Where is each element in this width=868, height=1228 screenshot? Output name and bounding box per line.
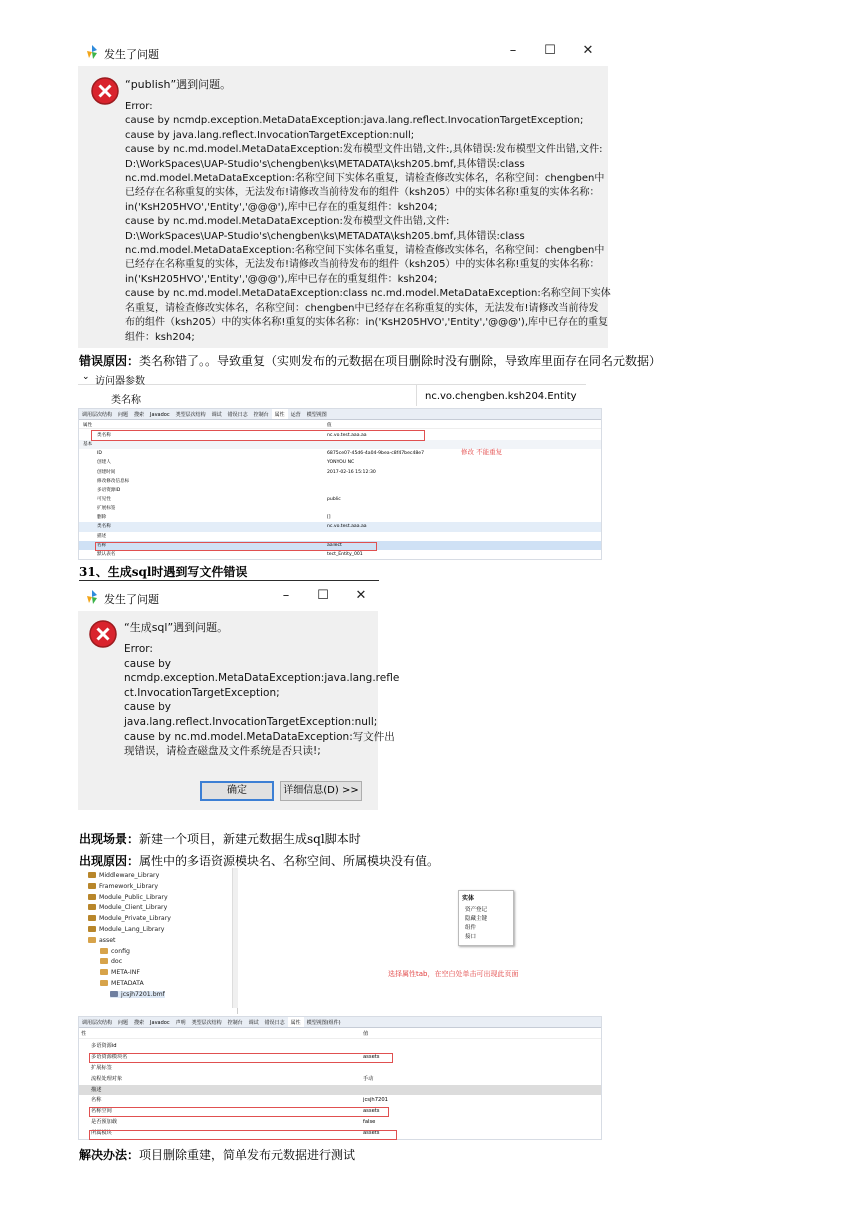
view-tab-bar: [79, 409, 601, 420]
close-button[interactable]: ✕: [582, 43, 594, 58]
error-line: 已经存在名称重复的实体，无法发布!请修改当前待发布的组件（ksh205）中的实体名称!重复的实体名称：: [125, 259, 600, 271]
property-key: 多语资源id: [91, 1043, 117, 1049]
tree-item[interactable]: [88, 894, 168, 901]
property-value: assets: [363, 1130, 380, 1137]
error-line: 布的组件（ksh205）中的实体名称!重复的实体名称：in('KsH205HVO','Entity','@@@'),库中已存在的重复: [125, 317, 609, 329]
property-value: aaTect: [327, 542, 342, 548]
error-line: ncmdp.exception.MetaDataException:java.lang.refle: [124, 672, 400, 685]
view-tab[interactable]: Javadoc: [150, 412, 170, 418]
error-line: cause by nc.md.model.MetaDataException:发布模型文件出错,文件:,具体错误:发布模型文件出错,文件:: [125, 144, 603, 156]
view-tab[interactable]: Javadoc: [150, 1020, 170, 1026]
error-dialog-generate-sql: [78, 583, 400, 810]
property-key: 是否预加载: [91, 1119, 117, 1126]
annotation-text: 修改 不能重复: [461, 448, 503, 456]
view-tab-bar: [79, 1017, 601, 1028]
dialog-header: “生成sql”遇到问题。: [124, 621, 229, 634]
folder-icon: [100, 948, 108, 954]
tree-item-label: Middleware_Library: [99, 872, 160, 879]
project-explorer-screenshot: [78, 868, 602, 1014]
cause-label: 错误原因：: [79, 354, 140, 368]
property-row[interactable]: [79, 1085, 601, 1096]
highlight-box: [95, 542, 377, 551]
dialog-header: “publish”遇到问题。: [125, 78, 232, 91]
property-value: 手动: [363, 1075, 374, 1082]
annotation-text: 选择属性tab，在空白处单击可出现此页面: [388, 970, 519, 978]
property-key: 可见性: [97, 497, 111, 502]
error-line: java.lang.reflect.InvocationTargetException:null;: [124, 715, 378, 728]
project-tree: [78, 868, 238, 1014]
properties-panel-2: [78, 1016, 602, 1140]
property-key: 所属模块: [91, 1130, 112, 1137]
library-icon: [88, 872, 96, 878]
view-tab[interactable]: 问题: [118, 1020, 129, 1026]
property-key: 删除: [97, 515, 107, 521]
heading-underline: [79, 580, 379, 581]
property-value: []: [327, 515, 331, 521]
solution-line: 解决办法：项目删除重建，简单发布元数据进行测试: [79, 1148, 356, 1162]
view-tab[interactable]: 模型视图: [306, 412, 327, 418]
highlight-box: [89, 1107, 389, 1117]
property-key: 基本: [83, 442, 93, 448]
property-row[interactable]: [79, 468, 601, 477]
property-column-header: 属性 值: [79, 421, 601, 429]
accessor-params-panel: [78, 371, 586, 406]
folder-icon: [100, 958, 108, 964]
error-line: in('KsH205HVO','Entity','@@@'),库中已存在的重复组件：ksh204;: [125, 273, 438, 285]
property-key: 扩展标签: [97, 506, 116, 512]
tree-item[interactable]: [88, 937, 115, 944]
error-line: cause by: [124, 657, 172, 670]
error-line: 现错误，请检查磁盘及文件系统是否只读!;: [124, 745, 321, 758]
app-logo-icon: [86, 590, 98, 604]
tree-item[interactable]: [88, 904, 167, 911]
property-row[interactable]: [79, 458, 601, 467]
highlight-box: [89, 1053, 393, 1063]
error-line: nc.md.model.MetaDataException:名称空间下实体名重复，请检查修改实体名，名称空间：chengben中: [125, 173, 605, 185]
property-row[interactable]: [79, 1041, 601, 1052]
error-line: D:\WorkSpaces\UAP-Studio's\chengben\ks\METADATA\ksh205.bmf,具体错误:class: [125, 158, 525, 170]
property-key: 多语资源ID: [97, 487, 121, 493]
minimize-button[interactable]: –: [509, 43, 517, 58]
error-line: 组件：ksh204;: [125, 331, 195, 343]
view-tab[interactable]: 错误日志: [227, 412, 248, 418]
error-line: cause by: [124, 701, 172, 714]
view-tab[interactable]: 属性: [272, 409, 288, 420]
tree-item[interactable]: [88, 883, 158, 890]
view-tab[interactable]: 搜索: [134, 412, 145, 418]
accessor-header[interactable]: ⌄ 访问器参数: [78, 371, 586, 385]
property-value: tect_Entity_001: [327, 551, 363, 557]
property-value: assets: [363, 1053, 380, 1060]
view-tab[interactable]: 错误日志: [264, 1020, 285, 1026]
property-key: 名称空间: [91, 1108, 112, 1115]
error-icon: [90, 76, 120, 106]
property-key: 描述: [91, 1086, 102, 1093]
property-value: public: [327, 497, 341, 502]
tree-item[interactable]: [100, 980, 144, 987]
tree-item-label: Module_Lang_Library: [99, 926, 165, 933]
property-key: ID: [97, 451, 102, 457]
property-row[interactable]: [79, 550, 601, 559]
property-value: 2017-02-16 15:12:30: [327, 469, 376, 475]
tree-item[interactable]: [110, 991, 165, 998]
tree-item-label: Module_Client_Library: [99, 904, 168, 912]
property-key: 多语资源模块名: [91, 1053, 128, 1060]
folder-icon: [88, 937, 96, 943]
view-tab[interactable]: 调试: [211, 412, 222, 418]
properties-panel-1: [78, 408, 602, 560]
property-row[interactable]: [79, 449, 601, 458]
cause-line-1: [79, 352, 661, 369]
error-line: cause by nc.md.model.MetaDataException:发布模型文件出错,文件:: [125, 216, 450, 228]
error-dialog-publish: [78, 38, 611, 348]
view-tab[interactable]: 类型层次结构: [175, 412, 206, 418]
error-line: in('KsH205HVO','Entity','@@@'),库中已存在的重复组件：ksh204;: [125, 201, 438, 213]
dialog-titlebar: [78, 38, 608, 66]
view-tab[interactable]: 属性: [288, 1017, 304, 1028]
property-key: 流程处理对象: [91, 1075, 123, 1082]
property-value: 6875ce07-45d6-4a04-9bea-c8f47bec48e7: [327, 451, 425, 457]
view-tab[interactable]: 控制台: [227, 1020, 243, 1026]
property-row[interactable]: [79, 1074, 601, 1085]
folder-icon: [100, 980, 108, 986]
property-row[interactable]: [79, 495, 601, 504]
error-line: Error:: [124, 643, 153, 655]
tree-item[interactable]: [100, 958, 122, 965]
property-value: false: [363, 1119, 376, 1126]
cause-text: 类名称错了。。导致重复（实则发布的元数据在项目删除时没有删除，导致库里面存在同名元数据）: [139, 354, 662, 368]
accessor-divider: [416, 385, 417, 406]
tree-item-label: Module_Public_Library: [99, 893, 168, 901]
property-key: 类名称: [97, 433, 111, 438]
tree-item-label: config: [111, 947, 130, 955]
property-row[interactable]: [79, 477, 601, 486]
property-key: 扩展标签: [91, 1064, 112, 1071]
tree-item-label: Framework_Library: [99, 882, 158, 890]
view-tab[interactable]: 调用层次结构: [82, 1020, 113, 1026]
accessor-key: 类名称: [111, 395, 141, 406]
property-value: jcsjh7201: [363, 1097, 388, 1104]
tree-item[interactable]: [100, 969, 140, 976]
error-details: [125, 100, 611, 345]
tree-item-label: jcsjh7201.bmf: [121, 990, 165, 998]
view-tab[interactable]: 运营: [290, 412, 301, 418]
maximize-button[interactable]: ☐: [544, 43, 556, 58]
property-row[interactable]: [79, 504, 601, 513]
view-tab[interactable]: 模型视图(组件): [306, 1020, 341, 1026]
details-button[interactable]: 详细信息(D) >>: [280, 781, 362, 801]
error-details: [124, 642, 400, 759]
file-icon: [110, 991, 118, 997]
property-key: 类名称: [97, 524, 111, 530]
library-icon: [88, 915, 96, 921]
palette-item[interactable]: 资产登记: [465, 907, 488, 913]
library-icon: [88, 883, 96, 889]
palette-item[interactable]: 接口: [465, 934, 477, 940]
view-tab[interactable]: 控制台: [253, 412, 269, 418]
property-key: 名称: [91, 1097, 102, 1104]
tree-item-label: Module_Private_Library: [99, 915, 171, 923]
property-row[interactable]: [79, 1063, 601, 1074]
property-key: 描述: [97, 533, 107, 539]
view-tab[interactable]: 问题: [118, 412, 129, 418]
palette-item[interactable]: 组件: [465, 925, 477, 931]
section-heading-31: 31、生成sql时遇到写文件错误: [79, 565, 248, 579]
close-button[interactable]: ✕: [355, 588, 367, 603]
tree-item[interactable]: [88, 915, 171, 922]
property-row[interactable]: [79, 513, 601, 522]
folder-icon: [100, 969, 108, 975]
library-icon: [88, 926, 96, 932]
view-tab[interactable]: 调用层次结构: [82, 412, 113, 418]
property-value: nc.vo.test.aaa.aa: [327, 433, 367, 438]
property-key: 修改修改信息标: [97, 478, 130, 484]
property-key: 默认表名: [97, 551, 116, 557]
property-row[interactable]: [79, 1095, 601, 1106]
property-key: 名称: [97, 542, 107, 548]
property-key: 创建人: [97, 460, 111, 466]
scene-line: 出现场景：新建一个项目，新建元数据生成sql脚本时: [79, 832, 361, 846]
property-row[interactable]: [79, 532, 601, 541]
property-key: 创建时间: [97, 469, 116, 475]
ok-button[interactable]: 确定: [200, 781, 274, 801]
library-icon: [88, 894, 96, 900]
accessor-value: nc.vo.chengben.ksh204.Entity: [425, 391, 577, 402]
dialog-title: 发生了问题: [104, 48, 159, 61]
error-line: nc.md.model.MetaDataException:名称空间下实体名重复，请检查修改实体名，名称空间：chengben中: [125, 245, 605, 257]
property-value: YONYOU NC: [327, 460, 355, 466]
error-icon: [88, 619, 118, 649]
maximize-button[interactable]: ☐: [317, 588, 329, 603]
tree-item[interactable]: [100, 948, 130, 955]
tree-item-label: doc: [111, 958, 123, 966]
chevron-down-icon: ⌄: [82, 372, 90, 382]
property-rows: [79, 431, 601, 559]
tree-scrollbar[interactable]: [232, 868, 238, 1008]
palette-item[interactable]: 隐藏主键: [465, 916, 488, 922]
tree-item-label: asset: [99, 936, 116, 944]
view-tab[interactable]: 搜索: [134, 1020, 145, 1026]
error-line: cause by nc.md.model.MetaDataException:写文件出: [124, 730, 395, 743]
error-line: cause by ncmdp.exception.MetaDataException:java.lang.reflect.InvocationTargetException;: [125, 115, 584, 127]
app-logo-icon: [86, 45, 98, 59]
view-tab[interactable]: 类型层次结构: [191, 1020, 222, 1026]
property-row[interactable]: [79, 1117, 601, 1128]
error-line: 已经存在名称重复的实体，无法发布!请修改当前待发布的组件（ksh205）中的实体名称!重复的实体名称：: [125, 187, 600, 199]
property-row[interactable]: [79, 522, 601, 531]
view-tab[interactable]: 调试: [248, 1020, 259, 1026]
error-line: ct.InvocationTargetException;: [124, 686, 280, 699]
error-line: 名重复，请检查修改实体名，名称空间：chengben中已经存在名称重复的实体，无法发布!请修改当前待发: [125, 302, 599, 314]
property-row[interactable]: [79, 486, 601, 495]
error-line: Error:: [125, 101, 153, 112]
property-value: nc.vo.test.aaa.aa: [327, 524, 367, 530]
property-column-header: 性 值: [79, 1029, 601, 1039]
minimize-button[interactable]: –: [282, 588, 290, 603]
dialog-title: 发生了问题: [104, 593, 159, 606]
library-icon: [88, 904, 96, 910]
tree-item-label: META-INF: [111, 969, 140, 977]
highlight-box: [91, 430, 425, 441]
highlight-box: [89, 1130, 397, 1140]
tree-item[interactable]: [88, 926, 164, 933]
dialog-titlebar: [78, 583, 378, 611]
property-value: assets: [363, 1108, 380, 1115]
error-line: cause by nc.md.model.MetaDataException:class nc.md.model.MetaDataException:名称空间下实体: [125, 288, 611, 300]
error-line: D:\WorkSpaces\UAP-Studio's\chengben\ks\METADATA\ksh205.bmf,具体错误:class: [125, 230, 525, 242]
error-line: cause by java.lang.reflect.InvocationTargetException:null;: [125, 129, 415, 141]
tree-item[interactable]: [88, 872, 159, 879]
cause-line-2: 出现原因：属性中的多语资源模块名、名称空间、所属模块没有值。: [79, 854, 440, 868]
palette-popup: 实体 资产登记 隐藏主键 组件 接口: [458, 890, 514, 946]
tree-item-label: METADATA: [111, 980, 144, 987]
view-tab[interactable]: 声明: [175, 1020, 186, 1026]
property-row[interactable]: [79, 440, 601, 449]
